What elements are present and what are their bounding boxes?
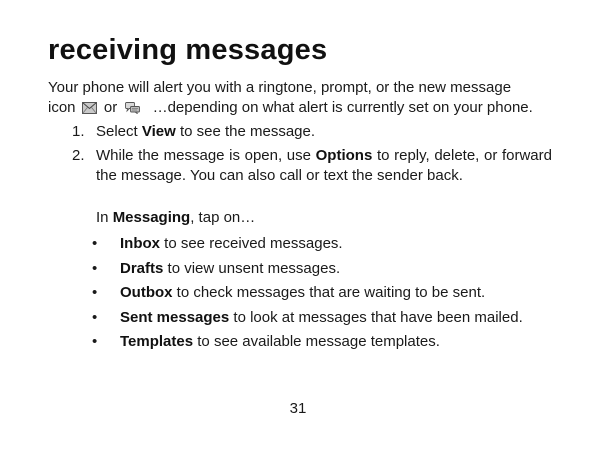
section-title: receiving messages (48, 34, 328, 66)
folder-name: Inbox (120, 235, 160, 252)
bullet-dot: • (92, 284, 98, 301)
step-text-before: Select (96, 123, 142, 140)
intro-paragraph (48, 78, 558, 118)
folder-name: Templates (120, 333, 194, 350)
step-item (72, 146, 552, 186)
list-item (92, 234, 562, 254)
step-number: 1. (72, 123, 85, 140)
folder-name: Drafts (120, 259, 164, 277)
subhead-keyword: Messaging (112, 209, 191, 226)
folder-description: to see received messages. (160, 235, 343, 252)
list-item (92, 332, 562, 352)
folder-description: to look at messages that have been mailed. (229, 308, 523, 326)
intro-text-1: Your phone will alert you with a ringtone, prompt, or the new message (48, 79, 512, 96)
bullet-dot: • (92, 235, 98, 252)
step-keyword: View (141, 123, 176, 140)
folder-bullet-list (92, 234, 562, 357)
step-number: 2. (72, 147, 85, 164)
folder-description: to check messages that are waiting to be sent. (172, 284, 486, 301)
messaging-subhead (96, 208, 255, 228)
step-text-after: to reply, delete, or forward the message. You can also call or text the sender back. (96, 147, 552, 184)
envelope-icon (82, 102, 97, 114)
list-item (92, 283, 562, 303)
intro-text-2: …depending on what alert is currently set on your phone. (152, 99, 533, 116)
subhead-after: , tap on… (190, 209, 256, 226)
intro-or-text: or (103, 99, 118, 116)
steps-list (72, 122, 552, 190)
intro-line-1 (48, 78, 558, 98)
bullet-dot: • (92, 333, 98, 350)
step-item (72, 122, 552, 142)
bullet-dot: • (92, 308, 98, 326)
intro-icon-prefix: icon (48, 99, 76, 116)
step-keyword: Options (315, 147, 373, 164)
folder-description: to view unsent messages. (163, 259, 341, 277)
step-text-after: to see the message. (175, 123, 316, 140)
folder-description: to see available message templates. (193, 333, 440, 350)
message-bubbles-icon (125, 102, 140, 114)
list-item (92, 308, 562, 328)
list-item (92, 259, 562, 279)
subhead-before: In (96, 209, 113, 226)
folder-name: Outbox (120, 284, 173, 301)
page-number: 31 (289, 400, 307, 417)
step-text-before: While the message is open, use (96, 147, 316, 164)
intro-line-2 (48, 98, 558, 118)
folder-name: Sent messages (120, 308, 230, 326)
bullet-dot: • (92, 259, 98, 277)
